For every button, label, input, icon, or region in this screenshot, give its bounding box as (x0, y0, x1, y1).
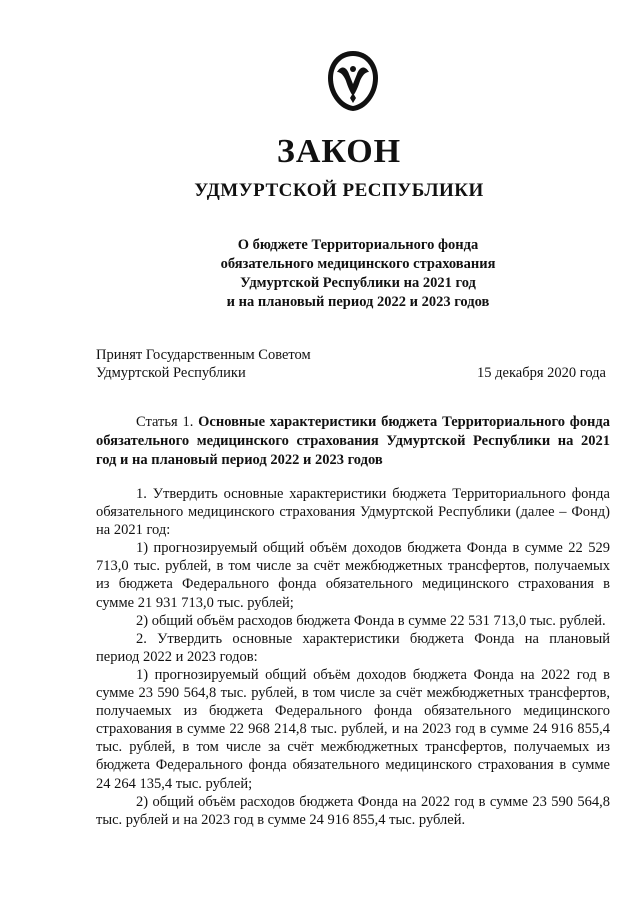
article-body (96, 485, 610, 829)
paragraph: 1. Утвердить основные характеристики бюджета Территориального фонда обязательного медицинского страхования Удмуртской Республики (далее – Фонд) на 2021 год: (96, 486, 610, 539)
paragraph: 2) общий объём расходов бюджета Фонда в сумме 22 531 713,0 тыс. рублей. (136, 612, 606, 629)
article-label: Статья 1. (136, 414, 194, 430)
adoption-date: 15 декабря 2020 года (477, 365, 606, 381)
adopted-by-line: Удмуртской Республики (96, 365, 246, 381)
adoption-block (96, 346, 606, 382)
paragraph: 2) общий объём расходов бюджета Фонда на 2022 год в сумме 23 590 564,8 тыс. рублей и на 2023 год в сумме 24 916 855,4 тыс. рублей. (96, 793, 610, 828)
udmurt-emblem-icon (325, 50, 381, 112)
law-name-line: Удмуртской Республики на 2021 год (240, 275, 476, 291)
document-subtitle: УДМУРТСКОЙ РЕСПУБЛИКИ (194, 180, 484, 201)
article-heading (96, 413, 610, 470)
adopted-by-line: Принят Государственным Советом (96, 347, 311, 363)
law-name-line: обязательного медицинского страхования (220, 256, 496, 272)
law-name-line: и на плановый период 2022 и 2023 годов (226, 294, 490, 310)
law-name-line: О бюджете Территориального фонда (237, 237, 479, 253)
paragraph: 1) прогнозируемый общий объём доходов бюджета Фонда в сумме 22 529 713,0 тыс. рублей, в том числе за счёт межбюджетных трансфертов, получаемых из бюджета Федерального фонда обязательного медицинского страхования в сумме 21 931 713,0 тыс. рублей; (96, 540, 610, 611)
document-title: ЗАКОН (276, 133, 402, 170)
paragraph: 1) прогнозируемый общий объём доходов бюджета Фонда на 2022 год в сумме 23 590 564,8 тыс. рублей, в том числе за счёт межбюджетных трансфертов, получаемых из бюджета Федерального фонда обязательного медицинского страхования в сумме 22 968 214,8 тыс. рублей, и на 2023 год в сумме 24 916 855,4 тыс. рублей, в том числе за счёт межбюджетных трансфертов, получаемых из бюджета Федерального фонда обязательного медицинского страхования в сумме 24 264 135,4 тыс. рублей; (96, 666, 610, 792)
paragraph: 2. Утвердить основные характеристики бюджета Фонда на плановый период 2022 и 2023 годов: (96, 630, 610, 665)
article-title: Основные характеристики бюджета Территориального фонда обязательного медицинского страхования Удмуртской Республики на 2021 год и на плановый период 2022 и 2023 годов (96, 414, 610, 468)
law-name (0, 236, 640, 312)
